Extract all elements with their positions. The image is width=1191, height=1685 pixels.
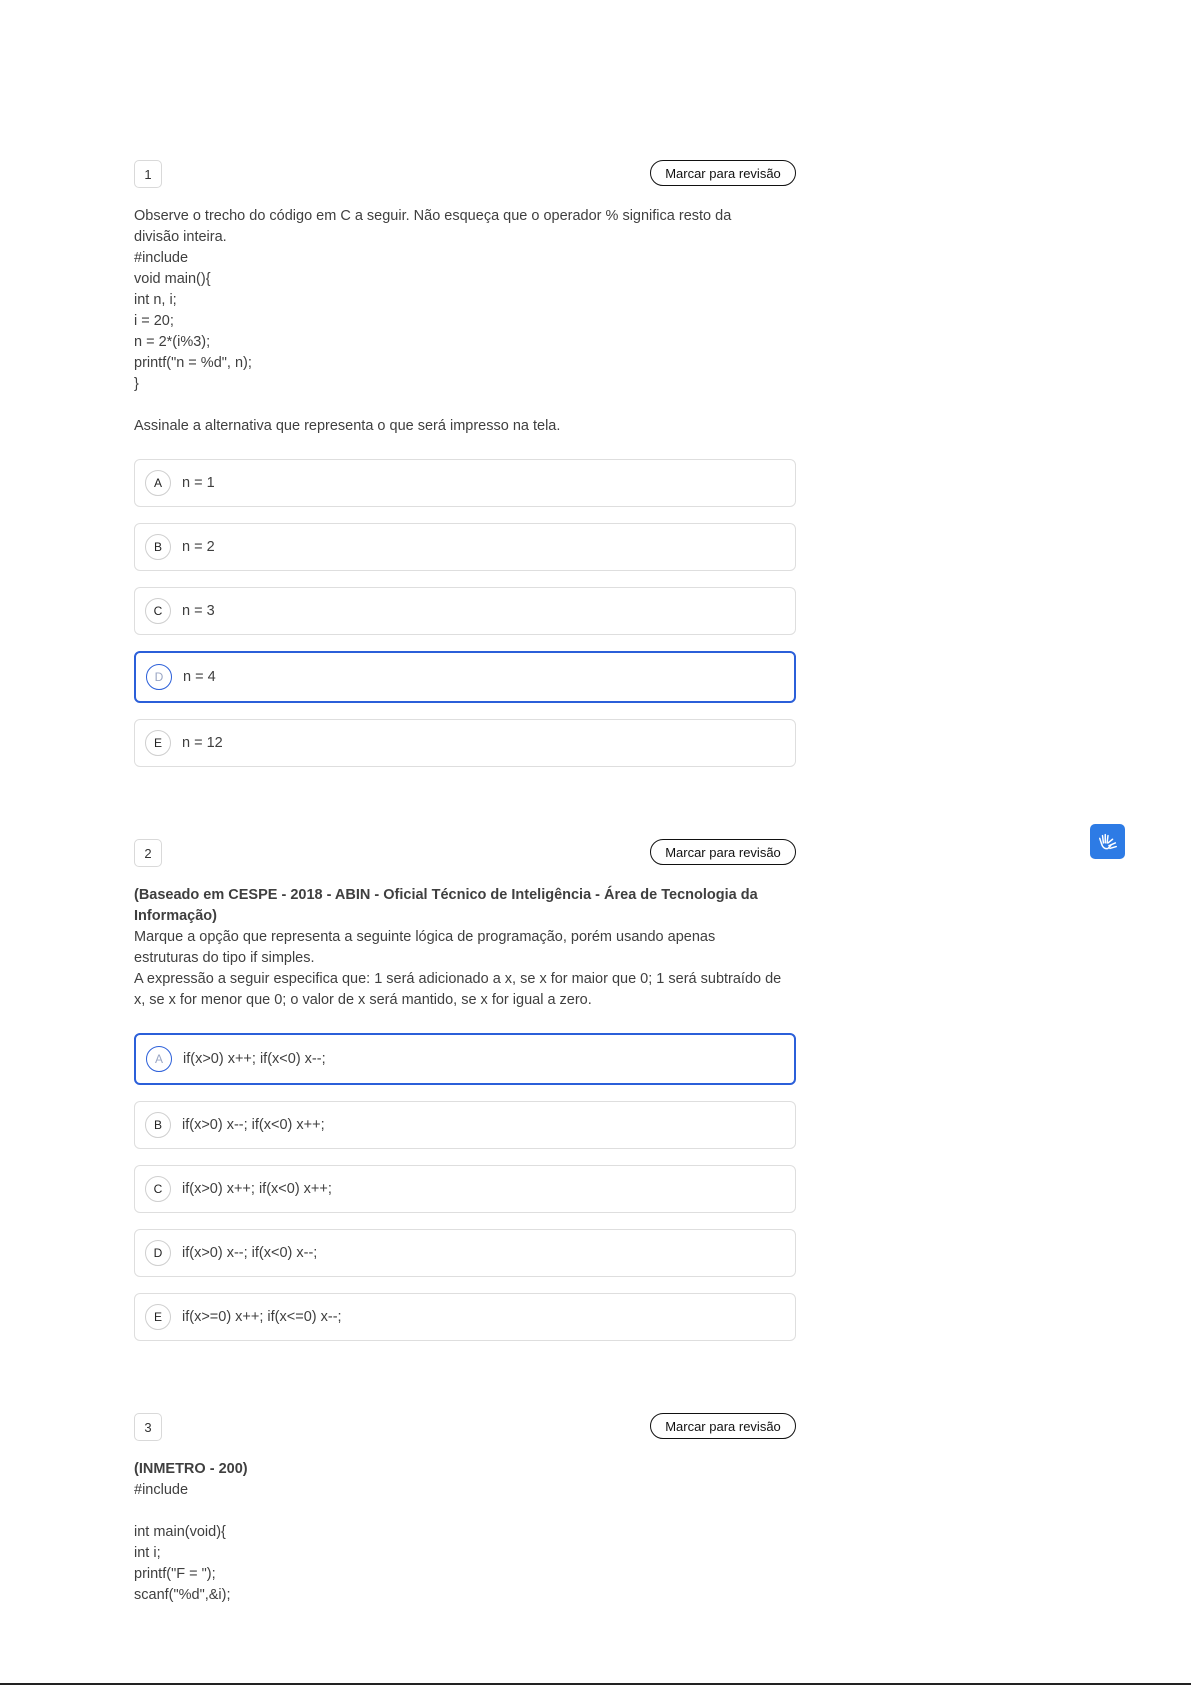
question-text-line (134, 1501, 796, 1522)
sign-language-button[interactable] (1090, 824, 1125, 859)
question-header (134, 839, 796, 867)
question-text-line: printf("n = %d", n); (134, 355, 252, 371)
option-letter: C (145, 598, 171, 624)
question-text-line: x, se x for menor que 0; o valor de x será mantido, se x for igual a zero. (134, 992, 592, 1008)
question-text-line: printf("F = "); (134, 1566, 216, 1582)
option-letter: D (146, 664, 172, 690)
option-d[interactable] (134, 1229, 796, 1277)
option-letter: A (145, 470, 171, 496)
question-header (134, 1413, 796, 1441)
mark-for-review-button[interactable]: Marcar para revisão (650, 1413, 796, 1439)
question-text-line: #include (134, 1482, 189, 1498)
option-text: n = 3 (182, 603, 215, 619)
option-text: n = 4 (183, 669, 216, 685)
question-text-line: n = 2*(i%3); (134, 334, 211, 350)
sign-language-icon (1097, 831, 1119, 853)
option-c[interactable] (134, 587, 796, 635)
question-text-line: Assinale a alternativa que representa o que será impresso na tela. (134, 418, 561, 434)
question-text-line: int main(void){ (134, 1524, 226, 1540)
question-text-line: } (134, 376, 139, 392)
question-text-line: #include (134, 250, 189, 266)
option-text: if(x>0) x--; if(x<0) x--; (182, 1245, 318, 1261)
mark-for-review-button[interactable]: Marcar para revisão (650, 160, 796, 186)
question-text (134, 206, 796, 437)
option-a[interactable] (134, 1033, 796, 1085)
options-list (134, 1033, 796, 1341)
question-text-line (134, 395, 796, 416)
question-text-line: i = 20; (134, 313, 174, 329)
option-text: if(x>=0) x++; if(x<=0) x--; (182, 1309, 342, 1325)
option-letter: C (145, 1176, 171, 1202)
option-text: n = 1 (182, 475, 215, 491)
option-a[interactable] (134, 459, 796, 507)
option-b[interactable] (134, 523, 796, 571)
option-text: if(x>0) x++; if(x<0) x--; (183, 1051, 326, 1067)
question-3 (134, 1413, 796, 1606)
options-list (134, 459, 796, 767)
option-text: n = 2 (182, 539, 215, 555)
option-letter: E (145, 1304, 171, 1330)
option-text: n = 12 (182, 735, 223, 751)
option-b[interactable] (134, 1101, 796, 1149)
question-text-line: Marque a opção que representa a seguinte lógica de programação, porém usando apenas (134, 929, 716, 945)
option-c[interactable] (134, 1165, 796, 1213)
question-text-line: divisão inteira. (134, 229, 227, 245)
question-number: 1 (134, 160, 162, 188)
question-1 (134, 160, 796, 783)
question-2 (134, 839, 796, 1357)
question-text-line: int n, i; (134, 292, 177, 308)
question-text (134, 885, 796, 1011)
question-source: (INMETRO - 200) (134, 1461, 248, 1477)
option-letter: A (146, 1046, 172, 1072)
option-letter: B (145, 1112, 171, 1138)
question-text-line: estruturas do tipo if simples. (134, 950, 315, 966)
option-text: if(x>0) x++; if(x<0) x++; (182, 1181, 332, 1197)
option-d[interactable] (134, 651, 796, 703)
question-header (134, 160, 796, 188)
question-source: (Baseado em CESPE - 2018 - ABIN - Oficial Técnico de Inteligência - Área de Tecnologia da (134, 887, 758, 903)
option-letter: E (145, 730, 171, 756)
question-number: 3 (134, 1413, 162, 1441)
question-text-line: Observe o trecho do código em C a seguir. Não esqueça que o operador % significa resto da (134, 208, 732, 224)
option-e[interactable] (134, 1293, 796, 1341)
question-source: Informação) (134, 908, 217, 924)
question-text-line: A expressão a seguir especifica que: 1 será adicionado a x, se x for maior que 0; 1 será subtraído de (134, 971, 782, 987)
question-text-line: void main(){ (134, 271, 211, 287)
question-number: 2 (134, 839, 162, 867)
question-text (134, 1459, 796, 1606)
option-letter: D (145, 1240, 171, 1266)
question-text-line: int i; (134, 1545, 161, 1561)
option-letter: B (145, 534, 171, 560)
mark-for-review-button[interactable]: Marcar para revisão (650, 839, 796, 865)
question-text-line: scanf("%d",&i); (134, 1587, 231, 1603)
option-e[interactable] (134, 719, 796, 767)
option-text: if(x>0) x--; if(x<0) x++; (182, 1117, 325, 1133)
